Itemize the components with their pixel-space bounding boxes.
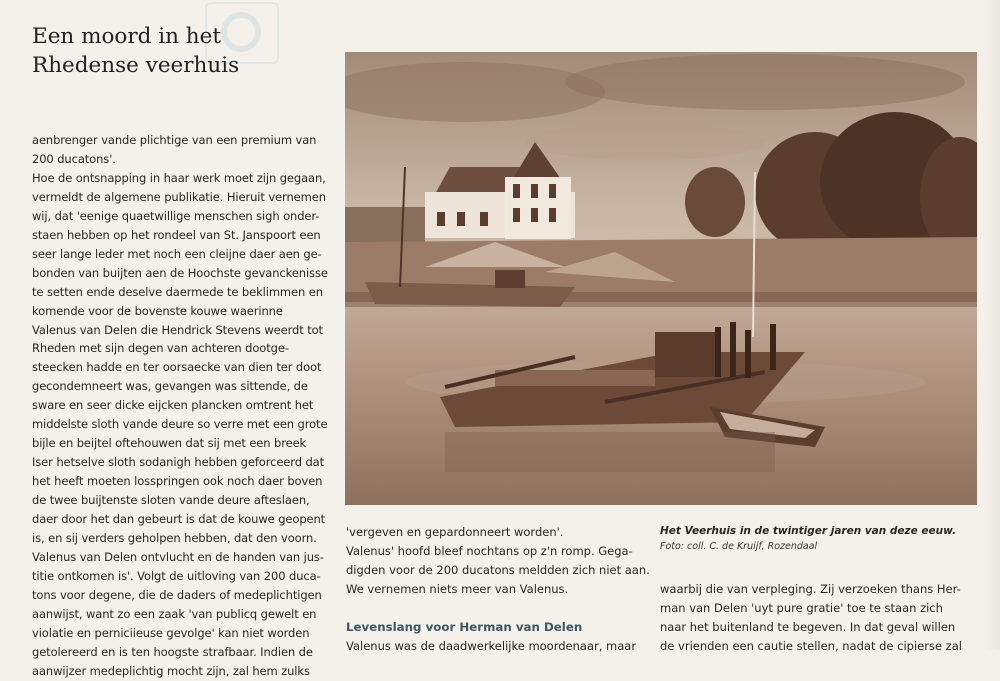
text-line: Rheden met sijn degen van achteren dootge- bbox=[32, 341, 289, 356]
right-text-column bbox=[660, 580, 980, 656]
text-line: digden voor de 200 ducatons meldden zich niet aan. bbox=[346, 562, 650, 577]
left-text-column bbox=[32, 131, 332, 681]
title-line-2: Rhedense veerhuis bbox=[32, 53, 240, 78]
photo-caption bbox=[660, 524, 980, 554]
text-line: staen hebben op het rondeel van St. Janspoort een bbox=[32, 227, 321, 242]
text-line: vermeldt de algemene publikatie. Hieruit vernemen bbox=[32, 189, 326, 204]
text-line: bonden van buijten aen de Hoochste gevanckenisse bbox=[32, 265, 328, 280]
article-title bbox=[32, 22, 239, 80]
text-line: sware en seer dicke eijcken plancken omtrent het bbox=[32, 398, 314, 413]
text-line: de vrienden een cautie stellen, nadat de cipierse zal bbox=[660, 638, 962, 653]
section-subheading: Levenslang voor Herman van Delen bbox=[346, 619, 583, 634]
text-line: bijle en beijtel oftehouwen dat sij met een breek bbox=[32, 436, 307, 451]
text-line: Valenus' hoofd bleef nochtans op z'n romp. Gega- bbox=[346, 543, 633, 558]
text-line: Valenus was de daadwerkelijke moordenaar, maar bbox=[346, 638, 637, 653]
text-line: violatie en perniciieuse gevolge' kan niet worden bbox=[32, 625, 310, 640]
page-edge bbox=[982, 0, 1000, 650]
text-line: tons voor degene, die de daders of medeplichtigen bbox=[32, 587, 322, 602]
text-line: aanwijzer medeplichtig mocht zijn, zal hem zulks bbox=[32, 663, 310, 678]
text-line: Hoe de ontsnapping in haar werk moet zijn gegaan, bbox=[32, 170, 326, 185]
title-line-1: Een moord in het bbox=[32, 24, 222, 49]
text-line: aenbrenger vande plichtige van een premium van bbox=[32, 133, 317, 147]
text-line: te setten ende deselve daermede te beklimmen en bbox=[32, 284, 323, 299]
text-line: getolereerd en is ten hoogste strafbaar. Indien de bbox=[32, 644, 313, 659]
middle-text-column bbox=[346, 523, 650, 656]
text-line: de twee buijtenste sloten vande deure afteslaen, bbox=[32, 493, 310, 508]
sepia-photo-icon bbox=[345, 52, 977, 505]
text-line: steecken hadde en ter oorsaecke van dien ter doot bbox=[32, 360, 322, 375]
text-line: het heeft moeten losspringen ook noch daer boven bbox=[32, 474, 323, 489]
text-line: We vernemen niets meer van Valenus. bbox=[346, 581, 569, 596]
text-line: wij, dat 'eenige quaetwillige menschen sigh onder- bbox=[32, 208, 320, 223]
ferry-house-photo bbox=[345, 52, 977, 505]
text-line: man van Delen 'uyt pure gratie' toe te staan zich bbox=[660, 600, 943, 615]
text-line: waarbij die van verpleging. Zij verzoeken thans Her- bbox=[660, 582, 961, 596]
text-line: Valenus van Delen die Hendrick Stevens weerdt tot bbox=[32, 322, 323, 337]
text-line: daer door het dan gebeurt is dat de kouwe geopent bbox=[32, 512, 326, 527]
text-line: komende voor de bovenste kouwe waerinne bbox=[32, 303, 283, 318]
text-line: aanwijst, want zo een zaak 'van publicq gewelt en bbox=[32, 606, 317, 621]
text-line: is, en sij verders geholpen hebben, dat den voorn. bbox=[32, 531, 317, 546]
caption-title: Het Veerhuis in de twintiger jaren van deze eeuw. bbox=[660, 525, 957, 537]
text-line: naar het buitenland te begeven. In dat geval willen bbox=[660, 619, 956, 634]
caption-credit: Foto: coll. C. de Kruijf, Rozendaal bbox=[660, 541, 818, 552]
text-line: seer lange leder met noch een cleijne daer aen ge- bbox=[32, 246, 322, 261]
text-line: 'vergeven en gepardonneert worden'. bbox=[346, 525, 564, 539]
text-line: Iser hetselve sloth sodanigh hebben geforceerd dat bbox=[32, 455, 325, 470]
text-line: gecondemneert was, gevangen was sittende, de bbox=[32, 379, 308, 394]
text-line: titie ontkomen is'. Volgt de uitloving van 200 duca- bbox=[32, 568, 321, 583]
text-line: 200 ducatons'. bbox=[32, 151, 116, 166]
text-line: middelste sloth vande deure so verre met een grote bbox=[32, 417, 328, 432]
text-line: Valenus van Delen ontvlucht en de handen van jus- bbox=[32, 549, 324, 564]
